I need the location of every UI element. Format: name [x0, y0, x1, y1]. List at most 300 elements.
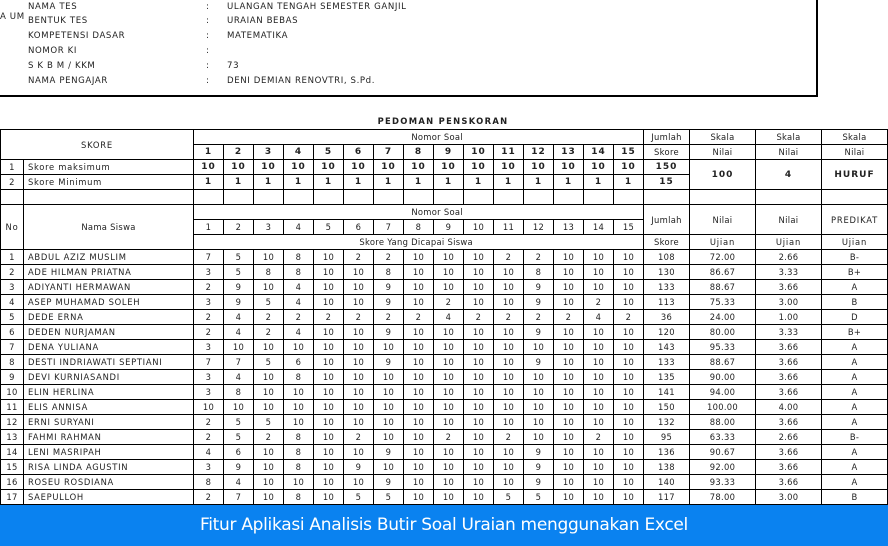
item-number[interactable]: 1 [194, 220, 224, 235]
item-number[interactable]: 11 [494, 220, 524, 235]
item-number[interactable]: 8 [404, 220, 434, 235]
student-score[interactable]: 10 [524, 430, 554, 445]
empty-cell[interactable] [524, 190, 554, 205]
student-score[interactable]: 10 [404, 445, 434, 460]
empty-cell[interactable] [1, 190, 24, 205]
student-score[interactable]: 2 [554, 310, 584, 325]
nomor-soal-header[interactable]: Nomor Soal [194, 130, 644, 145]
student-score[interactable]: 10 [464, 385, 494, 400]
item-number[interactable]: 2 [224, 145, 254, 160]
student-score[interactable]: 10 [554, 370, 584, 385]
score-cell[interactable]: 1 [494, 175, 524, 190]
student-score[interactable]: 10 [614, 490, 644, 505]
student-score[interactable]: 9 [524, 295, 554, 310]
item-number[interactable]: 7 [374, 145, 404, 160]
student-skala4[interactable]: 3.66 [756, 370, 822, 385]
student-score[interactable]: 9 [374, 325, 404, 340]
student-score[interactable]: 10 [254, 250, 284, 265]
student-score[interactable]: 10 [284, 385, 314, 400]
student-score[interactable]: 9 [524, 355, 554, 370]
student-score[interactable]: 10 [344, 415, 374, 430]
student-number[interactable]: 1 [1, 250, 24, 265]
item-number[interactable]: 10 [464, 220, 494, 235]
student-predikat[interactable]: A [822, 280, 888, 295]
empty-cell[interactable] [374, 190, 404, 205]
student-nilai[interactable]: 72.00 [690, 250, 756, 265]
empty-cell[interactable] [690, 190, 756, 205]
student-nilai[interactable]: 92.00 [690, 460, 756, 475]
student-score[interactable]: 10 [314, 430, 344, 445]
student-number[interactable]: 11 [1, 400, 24, 415]
student-score[interactable]: 10 [494, 325, 524, 340]
nilai-subheader[interactable]: Nilai [822, 145, 888, 160]
student-score[interactable]: 10 [524, 385, 554, 400]
student-skala4[interactable]: 3.33 [756, 325, 822, 340]
empty-cell[interactable] [224, 190, 254, 205]
student-score[interactable]: 10 [194, 400, 224, 415]
student-score[interactable]: 2 [284, 310, 314, 325]
item-number[interactable]: 1 [194, 145, 224, 160]
total-cell[interactable]: 150 [644, 160, 690, 175]
score-cell[interactable]: 1 [194, 175, 224, 190]
student-predikat[interactable]: A [822, 415, 888, 430]
student-score[interactable]: 5 [224, 250, 254, 265]
student-score[interactable]: 5 [344, 490, 374, 505]
score-cell[interactable]: 10 [374, 160, 404, 175]
score-cell[interactable]: 10 [194, 160, 224, 175]
score-cell[interactable]: 10 [584, 160, 614, 175]
student-score[interactable]: 4 [224, 325, 254, 340]
student-score[interactable]: 10 [614, 340, 644, 355]
student-score[interactable]: 10 [314, 370, 344, 385]
score-cell[interactable]: 10 [434, 160, 464, 175]
student-score[interactable]: 10 [584, 325, 614, 340]
empty-cell[interactable] [284, 190, 314, 205]
empty-cell[interactable] [194, 190, 224, 205]
student-score[interactable]: 10 [584, 265, 614, 280]
student-score[interactable]: 10 [614, 325, 644, 340]
item-number[interactable]: 13 [554, 220, 584, 235]
student-nilai[interactable]: 90.00 [690, 370, 756, 385]
item-number[interactable]: 8 [404, 145, 434, 160]
student-score[interactable]: 10 [374, 340, 404, 355]
student-score[interactable]: 10 [434, 325, 464, 340]
student-score[interactable]: 10 [554, 400, 584, 415]
student-score[interactable]: 10 [374, 430, 404, 445]
skore-header[interactable]: SKORE [1, 130, 194, 160]
student-name[interactable]: ELIN HERLINA [24, 385, 194, 400]
student-score[interactable]: 9 [524, 475, 554, 490]
student-score[interactable]: 10 [434, 490, 464, 505]
student-score[interactable]: 10 [464, 400, 494, 415]
student-score[interactable]: 5 [524, 490, 554, 505]
item-number[interactable]: 15 [614, 145, 644, 160]
student-skala4[interactable]: 1.00 [756, 310, 822, 325]
student-score[interactable]: 9 [524, 445, 554, 460]
student-name[interactable]: DEDE ERNA [24, 310, 194, 325]
student-name[interactable]: ADIYANTI HERMAWAN [24, 280, 194, 295]
ujian-subheader[interactable]: Ujian [690, 235, 756, 250]
student-score[interactable]: 8 [284, 250, 314, 265]
score-cell[interactable]: 1 [554, 175, 584, 190]
jumlah-header[interactable]: Jumlah [644, 205, 690, 235]
score-cell[interactable]: 1 [254, 175, 284, 190]
student-skala4[interactable]: 3.66 [756, 445, 822, 460]
student-number[interactable]: 12 [1, 415, 24, 430]
item-number[interactable]: 6 [344, 145, 374, 160]
student-score[interactable]: 10 [614, 445, 644, 460]
student-number[interactable]: 5 [1, 310, 24, 325]
student-score[interactable]: 10 [584, 445, 614, 460]
student-score[interactable]: 10 [404, 490, 434, 505]
item-number[interactable]: 14 [584, 220, 614, 235]
student-score[interactable]: 2 [404, 310, 434, 325]
student-score[interactable]: 10 [434, 250, 464, 265]
item-number[interactable]: 5 [314, 145, 344, 160]
student-score[interactable]: 10 [554, 340, 584, 355]
student-score[interactable]: 10 [374, 385, 404, 400]
skala-header[interactable]: Skala [756, 130, 822, 145]
student-score[interactable]: 10 [554, 445, 584, 460]
student-score[interactable]: 10 [614, 400, 644, 415]
student-number[interactable]: 7 [1, 340, 24, 355]
ujian-subheader[interactable]: Ujian [822, 235, 888, 250]
student-score[interactable]: 4 [224, 370, 254, 385]
student-score[interactable]: 10 [524, 370, 554, 385]
student-number[interactable]: 15 [1, 460, 24, 475]
student-score[interactable]: 10 [554, 355, 584, 370]
student-score[interactable]: 2 [344, 250, 374, 265]
student-score[interactable]: 10 [314, 340, 344, 355]
student-score[interactable]: 2 [464, 310, 494, 325]
student-number[interactable]: 17 [1, 490, 24, 505]
student-score[interactable]: 10 [434, 460, 464, 475]
student-predikat[interactable]: B [822, 295, 888, 310]
student-score[interactable]: 10 [494, 265, 524, 280]
item-number[interactable]: 4 [284, 145, 314, 160]
student-score[interactable]: 10 [374, 460, 404, 475]
student-nilai[interactable]: 88.67 [690, 280, 756, 295]
ujian-subheader[interactable]: Ujian [756, 235, 822, 250]
student-score[interactable]: 10 [464, 460, 494, 475]
student-score[interactable]: 2 [434, 295, 464, 310]
student-score[interactable]: 10 [464, 340, 494, 355]
student-score[interactable]: 10 [584, 475, 614, 490]
student-score[interactable]: 10 [464, 355, 494, 370]
skala-huruf[interactable]: HURUF [822, 160, 888, 190]
student-score[interactable]: 10 [434, 265, 464, 280]
student-score[interactable]: 10 [314, 250, 344, 265]
student-nilai[interactable]: 88.67 [690, 355, 756, 370]
student-skala4[interactable]: 3.66 [756, 280, 822, 295]
skala-100[interactable]: 100 [690, 160, 756, 190]
student-nilai[interactable]: 75.33 [690, 295, 756, 310]
student-score[interactable]: 10 [314, 325, 344, 340]
student-total[interactable]: 150 [644, 400, 690, 415]
student-number[interactable]: 16 [1, 475, 24, 490]
student-score[interactable]: 6 [224, 445, 254, 460]
item-number[interactable]: 5 [314, 220, 344, 235]
student-score[interactable]: 10 [434, 370, 464, 385]
student-score[interactable]: 4 [584, 310, 614, 325]
item-number[interactable]: 6 [344, 220, 374, 235]
student-score[interactable]: 10 [224, 340, 254, 355]
student-score[interactable]: 5 [494, 490, 524, 505]
student-score[interactable]: 2 [254, 310, 284, 325]
item-number[interactable]: 2 [224, 220, 254, 235]
student-score[interactable]: 5 [224, 415, 254, 430]
student-name[interactable]: ABDUL AZIZ MUSLIM [24, 250, 194, 265]
student-score[interactable]: 4 [194, 445, 224, 460]
item-number[interactable]: 12 [524, 220, 554, 235]
student-score[interactable]: 10 [584, 280, 614, 295]
student-total[interactable]: 130 [644, 265, 690, 280]
student-score[interactable]: 10 [584, 400, 614, 415]
student-predikat[interactable]: D [822, 310, 888, 325]
student-number[interactable]: 14 [1, 445, 24, 460]
student-score[interactable]: 2 [494, 430, 524, 445]
student-number[interactable]: 2 [1, 265, 24, 280]
empty-cell[interactable] [24, 190, 194, 205]
student-score[interactable]: 3 [194, 460, 224, 475]
student-name[interactable]: DENA YULIANA [24, 340, 194, 355]
row-number[interactable]: 2 [1, 175, 24, 190]
student-nilai[interactable]: 93.33 [690, 475, 756, 490]
empty-cell[interactable] [584, 190, 614, 205]
student-score[interactable]: 10 [554, 385, 584, 400]
student-skala4[interactable]: 2.66 [756, 250, 822, 265]
student-skala4[interactable]: 4.00 [756, 400, 822, 415]
student-score[interactable]: 9 [374, 295, 404, 310]
item-number[interactable]: 3 [254, 220, 284, 235]
student-skala4[interactable]: 3.00 [756, 490, 822, 505]
item-number[interactable]: 15 [614, 220, 644, 235]
no-header[interactable]: No [1, 205, 24, 250]
student-score[interactable]: 10 [554, 280, 584, 295]
student-skala4[interactable]: 3.33 [756, 265, 822, 280]
item-number[interactable]: 12 [524, 145, 554, 160]
student-nilai[interactable]: 63.33 [690, 430, 756, 445]
student-total[interactable]: 133 [644, 355, 690, 370]
student-score[interactable]: 10 [494, 460, 524, 475]
student-score[interactable]: 4 [284, 325, 314, 340]
student-score[interactable]: 10 [614, 265, 644, 280]
empty-cell[interactable] [756, 190, 822, 205]
student-score[interactable]: 8 [374, 265, 404, 280]
student-score[interactable]: 10 [554, 415, 584, 430]
student-score[interactable]: 9 [524, 460, 554, 475]
student-score[interactable]: 10 [314, 460, 344, 475]
student-score[interactable]: 7 [224, 490, 254, 505]
score-cell[interactable]: 1 [374, 175, 404, 190]
student-score[interactable]: 4 [434, 310, 464, 325]
student-name[interactable]: ADE HILMAN PRIATNA [24, 265, 194, 280]
student-predikat[interactable]: A [822, 355, 888, 370]
student-score[interactable]: 10 [314, 415, 344, 430]
student-name[interactable]: LENI MASRIPAH [24, 445, 194, 460]
student-score[interactable]: 9 [344, 460, 374, 475]
student-number[interactable]: 6 [1, 325, 24, 340]
skala-4[interactable]: 4 [756, 160, 822, 190]
student-score[interactable]: 10 [254, 400, 284, 415]
student-score[interactable]: 10 [434, 385, 464, 400]
student-number[interactable]: 13 [1, 430, 24, 445]
student-score[interactable]: 10 [404, 430, 434, 445]
student-score[interactable]: 10 [404, 325, 434, 340]
student-score[interactable]: 10 [584, 370, 614, 385]
student-score[interactable]: 2 [494, 250, 524, 265]
student-number[interactable]: 4 [1, 295, 24, 310]
student-score[interactable]: 7 [224, 355, 254, 370]
student-score[interactable]: 10 [344, 445, 374, 460]
student-score[interactable]: 2 [584, 430, 614, 445]
student-predikat[interactable]: B- [822, 250, 888, 265]
empty-cell[interactable] [494, 190, 524, 205]
student-score[interactable]: 10 [254, 370, 284, 385]
student-score[interactable]: 3 [194, 265, 224, 280]
row-number[interactable]: 1 [1, 160, 24, 175]
student-score[interactable]: 8 [254, 265, 284, 280]
student-score[interactable]: 10 [284, 400, 314, 415]
student-predikat[interactable]: B+ [822, 265, 888, 280]
score-cell[interactable]: 10 [494, 160, 524, 175]
jumlah-header[interactable]: Jumlah [644, 130, 690, 145]
student-number[interactable]: 8 [1, 355, 24, 370]
student-score[interactable]: 10 [554, 430, 584, 445]
score-cell[interactable]: 10 [524, 160, 554, 175]
student-score[interactable]: 10 [404, 415, 434, 430]
student-score[interactable]: 10 [344, 295, 374, 310]
student-score[interactable]: 10 [284, 340, 314, 355]
score-cell[interactable]: 1 [524, 175, 554, 190]
student-skala4[interactable]: 3.00 [756, 295, 822, 310]
student-score[interactable]: 2 [194, 325, 224, 340]
student-name[interactable]: ERNI SURYANI [24, 415, 194, 430]
student-score[interactable]: 10 [404, 250, 434, 265]
student-nilai[interactable]: 95.33 [690, 340, 756, 355]
student-score[interactable]: 10 [284, 475, 314, 490]
student-score[interactable]: 10 [374, 400, 404, 415]
student-score[interactable]: 2 [524, 310, 554, 325]
student-score[interactable]: 2 [494, 310, 524, 325]
student-name[interactable]: DEVI KURNIASANDI [24, 370, 194, 385]
student-score[interactable]: 10 [494, 385, 524, 400]
item-number[interactable]: 9 [434, 220, 464, 235]
student-score[interactable]: 10 [284, 415, 314, 430]
student-score[interactable]: 8 [194, 475, 224, 490]
student-score[interactable]: 10 [464, 475, 494, 490]
student-total[interactable]: 117 [644, 490, 690, 505]
student-score[interactable]: 10 [614, 385, 644, 400]
student-score[interactable]: 2 [254, 430, 284, 445]
student-score[interactable]: 10 [584, 250, 614, 265]
empty-cell[interactable] [614, 190, 644, 205]
student-score[interactable]: 2 [614, 310, 644, 325]
student-score[interactable]: 10 [554, 475, 584, 490]
student-score[interactable]: 10 [374, 415, 404, 430]
student-score[interactable]: 10 [254, 490, 284, 505]
student-score[interactable]: 10 [464, 265, 494, 280]
nilai-header[interactable]: Nilai [756, 205, 822, 235]
student-score[interactable]: 10 [314, 355, 344, 370]
score-cell[interactable]: 10 [464, 160, 494, 175]
student-score[interactable]: 10 [494, 475, 524, 490]
student-score[interactable]: 9 [524, 325, 554, 340]
student-score[interactable]: 10 [584, 415, 614, 430]
student-nilai[interactable]: 24.00 [690, 310, 756, 325]
skore-dicapai-header[interactable]: Skore Yang Dicapai Siswa [194, 235, 644, 250]
student-score[interactable]: 9 [224, 295, 254, 310]
score-cell[interactable]: 10 [344, 160, 374, 175]
item-number[interactable]: 3 [254, 145, 284, 160]
nama-siswa-header[interactable]: Nama Siswa [24, 205, 194, 250]
student-name[interactable]: SAEPULLOH [24, 490, 194, 505]
student-score[interactable]: 4 [224, 475, 254, 490]
student-score[interactable]: 10 [254, 475, 284, 490]
student-score[interactable]: 10 [584, 355, 614, 370]
student-score[interactable]: 10 [464, 445, 494, 460]
student-score[interactable]: 3 [194, 370, 224, 385]
student-score[interactable]: 10 [374, 370, 404, 385]
item-number[interactable]: 10 [464, 145, 494, 160]
student-score[interactable]: 10 [494, 340, 524, 355]
student-score[interactable]: 8 [284, 445, 314, 460]
student-score[interactable]: 10 [554, 490, 584, 505]
student-number[interactable]: 3 [1, 280, 24, 295]
student-name[interactable]: ELIS ANNISA [24, 400, 194, 415]
student-score[interactable]: 10 [464, 250, 494, 265]
student-score[interactable]: 10 [464, 325, 494, 340]
student-score[interactable]: 10 [344, 385, 374, 400]
student-name[interactable]: RISA LINDA AGUSTIN [24, 460, 194, 475]
student-predikat[interactable]: B+ [822, 325, 888, 340]
score-cell[interactable]: 10 [314, 160, 344, 175]
student-skala4[interactable]: 3.66 [756, 355, 822, 370]
student-score[interactable]: 10 [554, 265, 584, 280]
item-number[interactable]: 14 [584, 145, 614, 160]
student-score[interactable]: 8 [284, 430, 314, 445]
student-score[interactable]: 10 [614, 430, 644, 445]
item-number[interactable]: 9 [434, 145, 464, 160]
student-predikat[interactable]: B- [822, 430, 888, 445]
empty-cell[interactable] [644, 190, 690, 205]
student-score[interactable]: 2 [194, 430, 224, 445]
student-score[interactable]: 10 [614, 295, 644, 310]
score-cell[interactable]: 1 [404, 175, 434, 190]
student-predikat[interactable]: A [822, 400, 888, 415]
student-score[interactable]: 10 [494, 295, 524, 310]
student-score[interactable]: 2 [344, 430, 374, 445]
student-score[interactable]: 2 [194, 415, 224, 430]
student-score[interactable]: 10 [494, 415, 524, 430]
student-number[interactable]: 9 [1, 370, 24, 385]
student-score[interactable]: 4 [284, 280, 314, 295]
item-number[interactable]: 11 [494, 145, 524, 160]
student-name[interactable]: ROSEU ROSDIANA [24, 475, 194, 490]
student-score[interactable]: 10 [344, 325, 374, 340]
student-score[interactable]: 10 [404, 460, 434, 475]
student-score[interactable]: 2 [254, 325, 284, 340]
empty-cell[interactable] [344, 190, 374, 205]
student-score[interactable]: 10 [614, 250, 644, 265]
student-score[interactable]: 10 [314, 280, 344, 295]
empty-cell[interactable] [554, 190, 584, 205]
student-score[interactable]: 2 [194, 310, 224, 325]
student-score[interactable]: 10 [464, 295, 494, 310]
student-score[interactable]: 10 [344, 280, 374, 295]
student-score[interactable]: 10 [404, 385, 434, 400]
student-score[interactable]: 7 [194, 355, 224, 370]
